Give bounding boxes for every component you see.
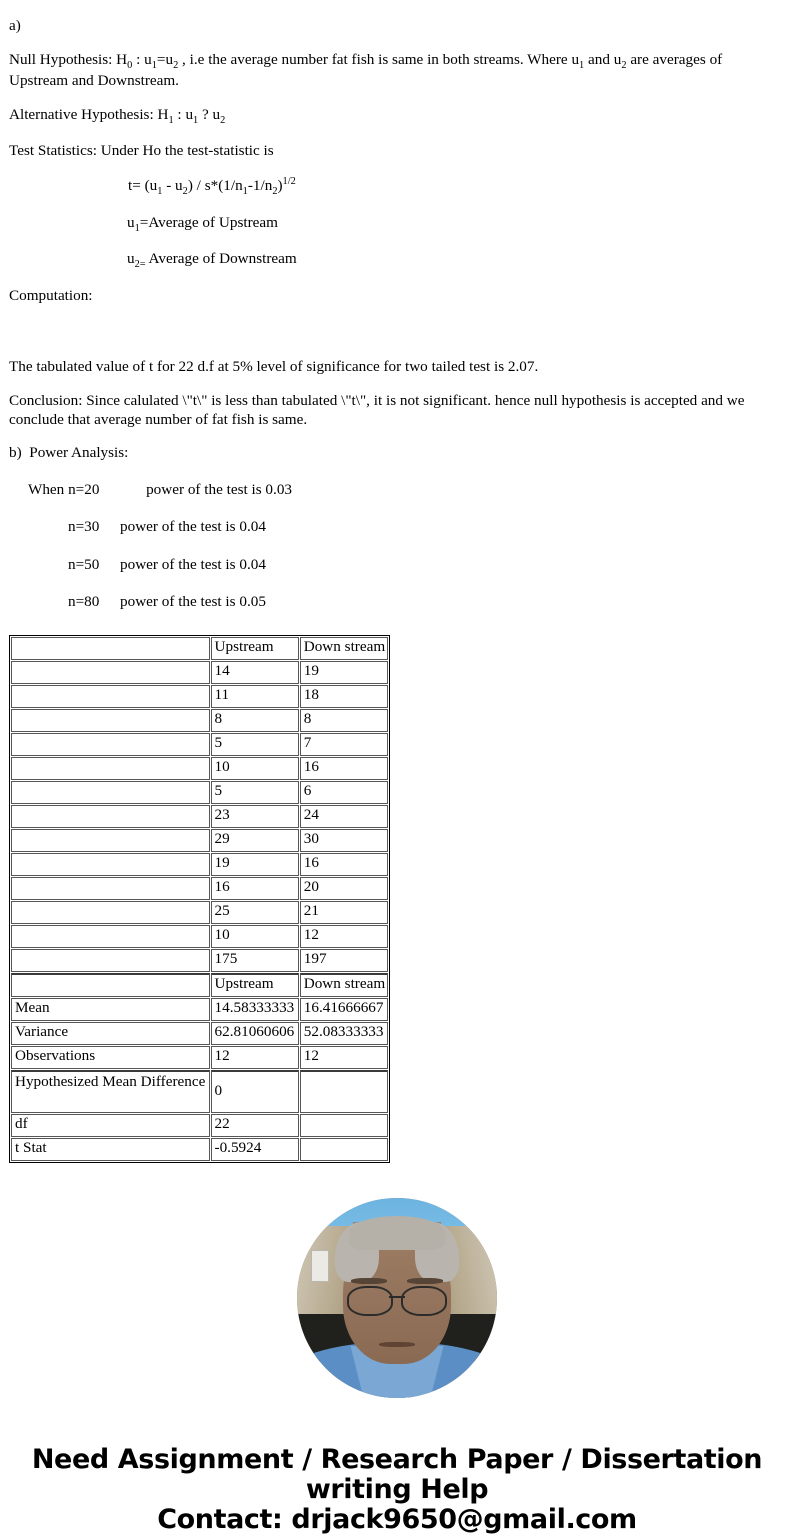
results-table xyxy=(9,635,390,1163)
u1-def-text: =Average of Upstream xyxy=(139,213,278,231)
obs-upstream-6: 23 xyxy=(211,805,299,828)
part-a-text: a) xyxy=(9,17,21,34)
obs-upstream-5: 5 xyxy=(211,781,299,804)
obs-downstream-total: 197 xyxy=(300,949,388,972)
power-analysis-row-1 xyxy=(0,518,794,537)
power-row-3-n: n=80 xyxy=(68,593,100,611)
tabulated-value-line: The tabulated value of t for 22 d.f at 5% level of significance for two tailed test is 2.07. xyxy=(9,358,539,376)
stats-header-label xyxy=(11,973,210,997)
computation-label: Computation: xyxy=(9,286,93,304)
formula-sub1: 1 xyxy=(157,186,163,198)
obs-label-11 xyxy=(11,925,210,948)
null-hypothesis-u2-subscript: 2 xyxy=(173,59,179,71)
power-row-2-text: power of the test is 0.04 xyxy=(120,555,266,573)
header-cell-upstream: Upstream xyxy=(211,637,299,660)
conclusion-line: Conclusion: Since calulated \"t\" is less than tabulated \"t\", it is not significant. hence null hypothesis is accepted and we conclude that average number of fat fish is same. xyxy=(9,392,745,428)
obs-downstream-3: 7 xyxy=(300,733,388,756)
stats-upstream-mean: 14.58333333 xyxy=(211,998,299,1021)
stats-downstream-variance: 52.08333333 xyxy=(300,1022,388,1045)
alt-hypothesis-u1-subscript: 1 xyxy=(193,114,199,126)
promo-banner xyxy=(0,1445,794,1536)
results-table-container xyxy=(0,635,794,1163)
power-row-0-prefix: When xyxy=(28,480,69,498)
photo-eyebrow-right xyxy=(407,1278,443,1284)
obs-upstream-2: 8 xyxy=(211,709,299,732)
table-row xyxy=(11,901,388,924)
obs-downstream-9: 20 xyxy=(300,877,388,900)
alt-hypothesis-prefix: Alternative Hypothesis: H xyxy=(9,105,169,123)
table-row xyxy=(11,925,388,948)
photo-light-switch xyxy=(311,1250,329,1282)
obs-downstream-0: 19 xyxy=(300,661,388,684)
avatar xyxy=(297,1198,497,1398)
obs-upstream-3: 5 xyxy=(211,733,299,756)
formula-part5: ) xyxy=(277,176,283,194)
formula-sub2: 2 xyxy=(182,186,188,198)
header-cell-label xyxy=(11,637,210,660)
obs-upstream-9: 16 xyxy=(211,877,299,900)
obs-downstream-4: 16 xyxy=(300,757,388,780)
obs-upstream-10: 25 xyxy=(211,901,299,924)
stats-header-upstream: Upstream xyxy=(211,973,299,997)
stats-row-variance xyxy=(11,1022,388,1045)
obs-downstream-7: 30 xyxy=(300,829,388,852)
obs-upstream-4: 10 xyxy=(211,757,299,780)
null-hypothesis-tail2: and u xyxy=(584,50,622,68)
test-statistics-line: Test Statistics: Under Ho the test-statistic is xyxy=(9,142,274,160)
promo-line-2: writing Help xyxy=(305,1474,489,1506)
stats-label-observations: Observations xyxy=(11,1046,210,1069)
stats-row-mean xyxy=(11,998,388,1021)
table-row-total xyxy=(11,949,388,972)
u1-definition xyxy=(0,214,794,236)
test-upstream-df: 22 xyxy=(211,1114,299,1137)
power-row-2-n: n=50 xyxy=(68,555,100,573)
stats-header-downstream: Down stream xyxy=(300,973,388,997)
power-row-0-text: power of the test is 0.03 xyxy=(146,480,293,498)
obs-label-9 xyxy=(11,877,210,900)
null-hypothesis-prefix: Null Hypothesis: H xyxy=(9,50,128,68)
obs-label-2 xyxy=(11,709,210,732)
table-row xyxy=(11,805,388,828)
obs-downstream-8: 16 xyxy=(300,853,388,876)
obs-downstream-1: 18 xyxy=(300,685,388,708)
stats-downstream-observations: 12 xyxy=(300,1046,388,1069)
formula-sub4: 2 xyxy=(272,186,278,198)
obs-downstream-6: 24 xyxy=(300,805,388,828)
obs-label-5 xyxy=(11,781,210,804)
alt-hypothesis-h-subscript: 1 xyxy=(168,114,174,126)
null-hypothesis-u1b-subscript: 1 xyxy=(579,59,585,71)
null-hypothesis-u2b-subscript: 2 xyxy=(621,59,627,71)
stats-upstream-variance: 62.81060606 xyxy=(211,1022,299,1045)
obs-label-3 xyxy=(11,733,210,756)
formula-part1: t= (u xyxy=(128,176,158,194)
test-downstream-t-stat xyxy=(300,1138,388,1161)
table-body xyxy=(11,637,388,1161)
portrait-container xyxy=(0,1198,794,1398)
u2-def-text: Average of Downstream xyxy=(145,250,297,268)
u2-def-subscript: 2= xyxy=(134,259,146,271)
part-b-label: b) xyxy=(9,444,22,462)
formula-exponent: 1/2 xyxy=(282,175,296,187)
obs-label-12 xyxy=(11,949,210,972)
test-upstream-t-stat: -0.5924 xyxy=(211,1138,299,1161)
stats-header-row xyxy=(11,973,388,997)
table-row xyxy=(11,853,388,876)
obs-label-6 xyxy=(11,805,210,828)
obs-upstream-0: 14 xyxy=(211,661,299,684)
obs-downstream-2: 8 xyxy=(300,709,388,732)
table-row xyxy=(11,829,388,852)
alt-hypothesis-operator: ? u xyxy=(198,105,221,123)
test-label-hypothesized-mean-difference: Hypothesized Mean Difference xyxy=(11,1070,210,1113)
obs-label-10 xyxy=(11,901,210,924)
table-row xyxy=(11,685,388,708)
power-analysis-row-0 xyxy=(0,481,794,500)
power-row-1-text: power of the test is 0.04 xyxy=(120,518,266,536)
null-hypothesis-u1-subscript: 1 xyxy=(151,59,157,71)
photo-mouth xyxy=(379,1342,415,1347)
power-analysis-row-3 xyxy=(0,593,794,612)
obs-downstream-10: 21 xyxy=(300,901,388,924)
stats-label-mean: Mean xyxy=(11,998,210,1021)
u1-def-subscript: 1 xyxy=(134,222,140,234)
test-row-hypothesized-mean-difference xyxy=(11,1070,388,1113)
eyeglasses-right-lens-icon xyxy=(401,1286,447,1316)
stats-upstream-observations: 12 xyxy=(211,1046,299,1069)
table-row xyxy=(11,757,388,780)
u2-definition xyxy=(0,250,794,272)
obs-upstream-7: 29 xyxy=(211,829,299,852)
obs-downstream-11: 12 xyxy=(300,925,388,948)
photo-eyebrow-left xyxy=(351,1278,387,1284)
part-b-title: Power Analysis: xyxy=(29,444,129,462)
null-hypothesis-tail1: , i.e the average number fat fish is same in both streams. Where u xyxy=(178,50,580,68)
u1-def-symbol: u xyxy=(127,213,135,231)
test-label-df: df xyxy=(11,1114,210,1137)
power-row-0-n: n=20 xyxy=(68,480,100,498)
test-label-t-stat: t Stat xyxy=(11,1138,210,1161)
test-upstream-hypothesized-mean-difference: 0 xyxy=(211,1070,299,1113)
table-row xyxy=(11,781,388,804)
formula-sub3: 1 xyxy=(242,186,248,198)
eyeglasses-left-lens-icon xyxy=(347,1286,393,1316)
part-b-heading xyxy=(0,444,794,463)
table-row xyxy=(11,709,388,732)
null-hypothesis-paragraph xyxy=(0,51,794,91)
table-row xyxy=(11,733,388,756)
alt-hypothesis-mid: : u xyxy=(173,105,194,123)
power-analysis-row-2 xyxy=(0,556,794,575)
power-row-3-text: power of the test is 0.05 xyxy=(120,593,266,611)
test-row-t-stat xyxy=(11,1138,388,1161)
promo-line-3: Contact: drjack9650@gmail.com xyxy=(157,1504,637,1536)
formula-part2: - u xyxy=(162,176,183,194)
null-hypothesis-h-subscript: 0 xyxy=(127,59,133,71)
obs-label-4 xyxy=(11,757,210,780)
test-row-df xyxy=(11,1114,388,1137)
stats-row-observations xyxy=(11,1046,388,1069)
table-row xyxy=(11,877,388,900)
stats-downstream-mean: 16.41666667 xyxy=(300,998,388,1021)
null-hypothesis-mid1: : u xyxy=(132,50,152,68)
test-downstream-df xyxy=(300,1114,388,1137)
t-statistic-formula xyxy=(0,176,794,199)
promo-line-1: Need Assignment / Research Paper / Dissertation xyxy=(31,1443,763,1475)
alt-hypothesis-u2-subscript: 2 xyxy=(220,114,226,126)
obs-upstream-11: 10 xyxy=(211,925,299,948)
null-hypothesis-equals: =u xyxy=(156,50,174,68)
power-analysis-list xyxy=(0,481,794,612)
test-downstream-hypothesized-mean-difference xyxy=(300,1070,388,1113)
obs-upstream-8: 19 xyxy=(211,853,299,876)
photo-hair-top xyxy=(349,1216,445,1250)
null-hypothesis-tail3: are averages of Upstream and Downstream. xyxy=(9,50,723,90)
formula-part4: -1/n xyxy=(247,176,273,194)
obs-upstream-total: 175 xyxy=(211,949,299,972)
alternative-hypothesis-paragraph xyxy=(0,106,794,128)
table-row xyxy=(11,661,388,684)
table-header-row xyxy=(11,637,388,660)
header-cell-downstream: Down stream xyxy=(300,637,388,660)
formula-part3: ) / s*(1/n xyxy=(187,176,243,194)
part-a-label xyxy=(0,0,794,36)
u2-def-symbol: u xyxy=(127,250,135,268)
obs-label-7 xyxy=(11,829,210,852)
obs-label-1 xyxy=(11,685,210,708)
obs-upstream-1: 11 xyxy=(211,685,299,708)
obs-label-8 xyxy=(11,853,210,876)
obs-downstream-5: 6 xyxy=(300,781,388,804)
obs-label-0 xyxy=(11,661,210,684)
eyeglasses-bridge-icon xyxy=(389,1296,405,1298)
power-row-1-n: n=30 xyxy=(68,518,100,536)
stats-label-variance: Variance xyxy=(11,1022,210,1045)
